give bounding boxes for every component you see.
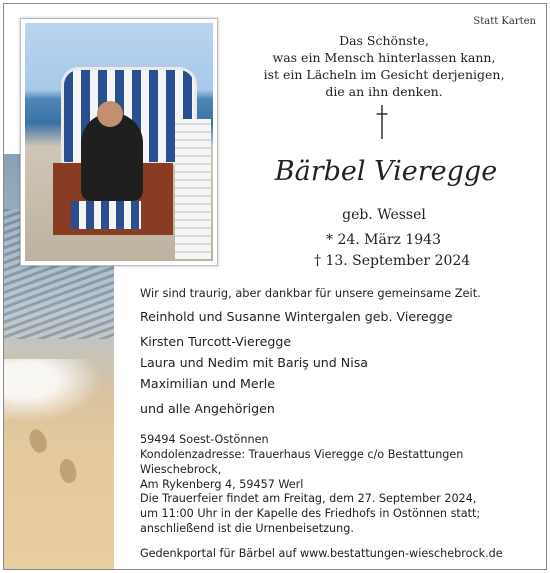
poem-line: was ein Mensch hinterlassen kann,	[272, 50, 496, 65]
service-line: Die Trauerfeier findet am Freitag, dem 27. September 2024,	[140, 492, 477, 505]
maiden-name: geb. Wessel	[342, 207, 426, 223]
grateful-line: Wir sind traurig, aber dankbar für unsere gemeinsame Zeit.	[140, 286, 481, 300]
family-line: Kirsten Turcott-Vieregge	[140, 334, 292, 349]
family-line: Laura und Nedim mit Bariş und Nisa	[140, 355, 368, 370]
portrait-photo	[20, 18, 218, 266]
wave-foam	[4, 359, 114, 429]
person-head	[97, 101, 123, 127]
footprint	[26, 427, 49, 455]
deceased-name-text: Bärbel Vieregge	[274, 156, 498, 187]
poem-line: Das Schönste,	[339, 33, 429, 48]
family-line: und alle Angehörigen	[140, 401, 275, 416]
statt-karten-note: Statt Karten	[473, 16, 536, 27]
memorial-portal: Gedenkportal für Bärbel auf www.bestattungen-wieschebrock.de	[140, 547, 503, 560]
service-line: anschließend ist die Urnenbeisetzung.	[140, 522, 354, 535]
birth-date: * 24. März 1943	[326, 232, 441, 248]
obituary-card	[3, 3, 547, 570]
address-line: Am Rykenberg 4, 59457 Werl	[140, 478, 304, 491]
address-block	[140, 432, 546, 492]
deceased-name	[266, 144, 506, 198]
cross-icon	[375, 104, 389, 140]
service-line: um 11:00 Uhr in der Kapelle des Friedhofs in Ostönnen statt;	[140, 507, 481, 520]
footprint	[58, 458, 78, 484]
poem-line: die an ihn denken.	[325, 84, 443, 99]
family-line: Reinhold und Susanne Wintergalen geb. Vieregge	[140, 309, 453, 324]
address-line: 59494 Soest-Ostönnen	[140, 433, 269, 446]
poem-line: ist ein Lächeln im Gesicht derjenigen,	[263, 67, 505, 82]
family-line: Maximilian und Merle	[140, 376, 276, 391]
service-block	[140, 491, 480, 536]
address-line: Kondolenzadresse: Trauerhaus Vieregge c/o Bestattungen Wieschebrock,	[140, 448, 464, 476]
white-fence	[175, 119, 211, 259]
death-date: † 13. September 2024	[314, 253, 471, 269]
beach-chair-footrest	[71, 201, 141, 229]
poem	[234, 32, 534, 100]
